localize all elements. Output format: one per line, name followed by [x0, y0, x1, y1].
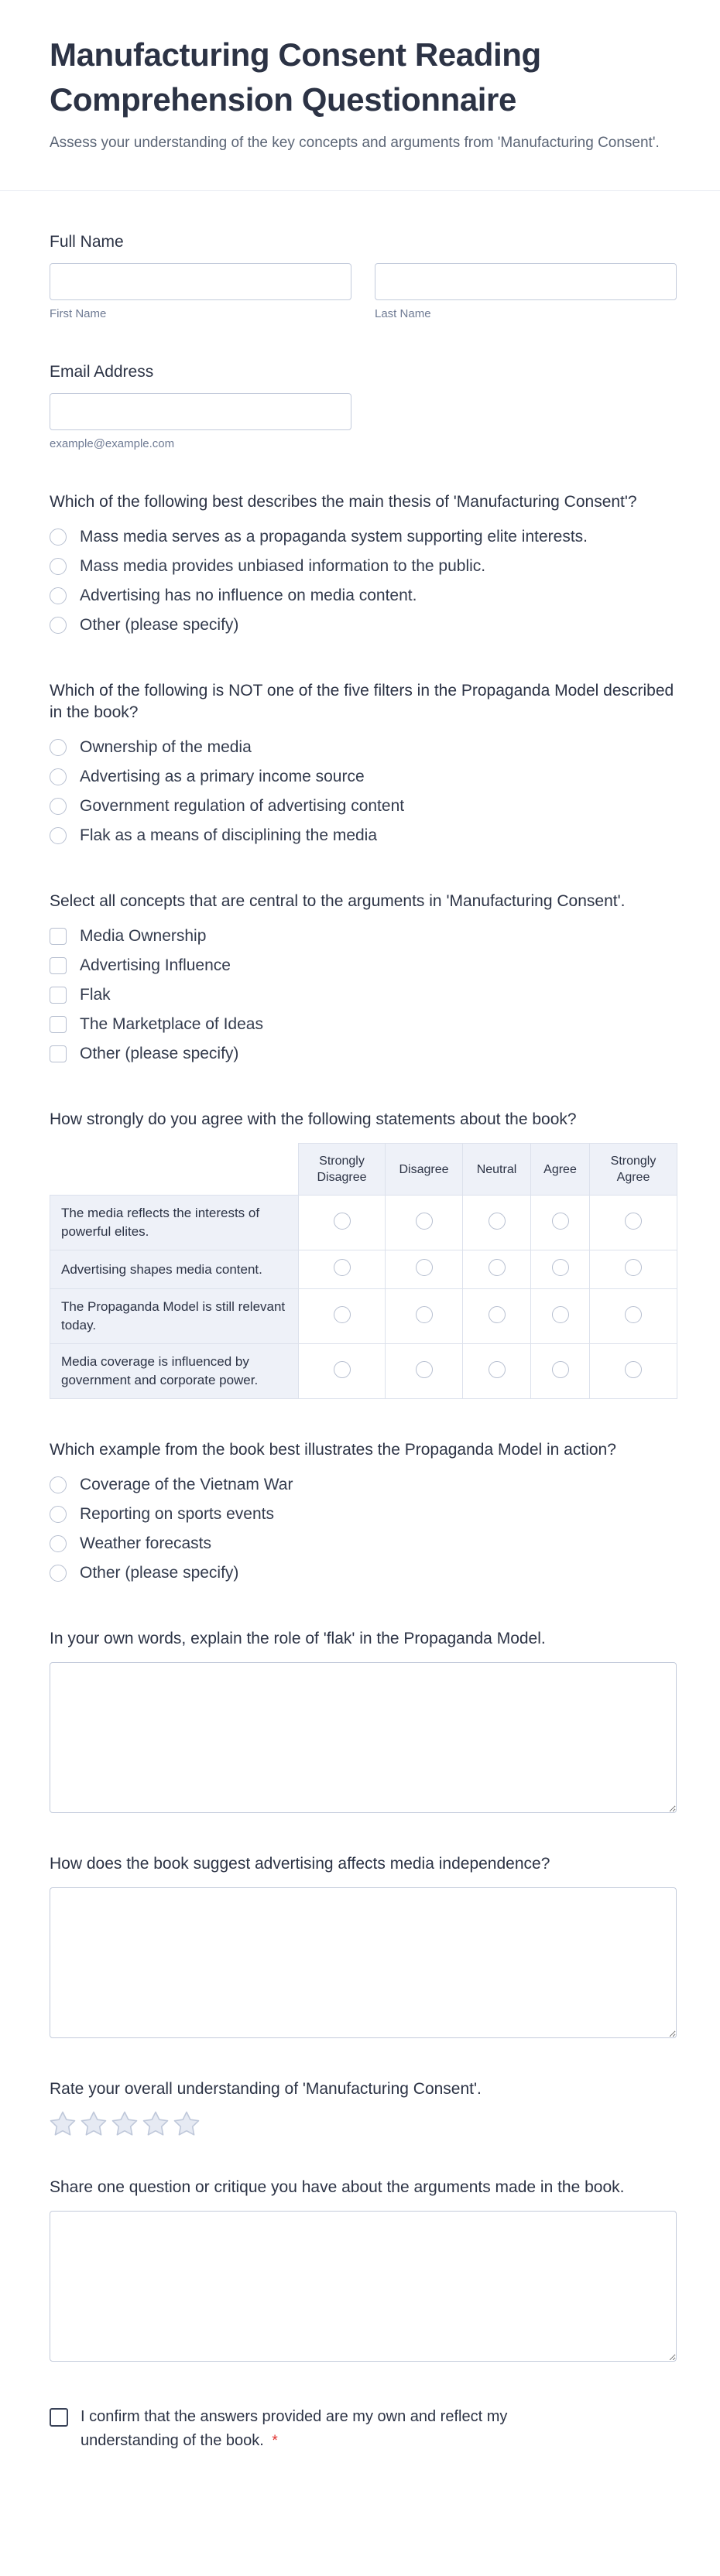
option-label: Coverage of the Vietnam War — [80, 1476, 293, 1493]
option-label: Mass media provides unbiased information to the public. — [80, 557, 486, 575]
field-critique — [50, 2177, 677, 2362]
matrix-row-label: The media reflects the interests of powerful elites. — [50, 1196, 299, 1250]
matrix-row — [50, 1289, 677, 1344]
first-name-input[interactable] — [50, 263, 351, 300]
checkbox-option[interactable] — [50, 922, 677, 951]
radio-button-icon[interactable] — [50, 558, 67, 575]
critique-question-label: Share one question or critique you have about the arguments made in the book. — [50, 2178, 625, 2196]
radio-button-icon[interactable] — [50, 768, 67, 785]
radio-button-icon[interactable] — [50, 617, 67, 634]
option-label: Mass media serves as a propaganda system supporting elite interests. — [80, 528, 588, 546]
checkbox-option[interactable] — [50, 1039, 677, 1069]
last-name-col — [375, 263, 677, 321]
matrix-radio-icon[interactable] — [489, 1306, 506, 1323]
checkbox-icon[interactable] — [50, 1045, 67, 1062]
email-sublabel: example@example.com — [50, 437, 175, 450]
matrix-row-label: Media coverage is influenced by government and corporate power. — [50, 1344, 299, 1399]
matrix-radio-icon[interactable] — [334, 1213, 351, 1230]
option-label: Other (please specify) — [80, 1045, 239, 1062]
radio-button-icon[interactable] — [50, 1535, 67, 1552]
matrix-radio-icon[interactable] — [625, 1306, 642, 1323]
matrix-cell — [531, 1289, 590, 1344]
option-label: Other (please specify) — [80, 1564, 239, 1582]
matrix-radio-icon[interactable] — [625, 1213, 642, 1230]
matrix-column-header: Strongly Disagree — [299, 1144, 386, 1196]
first-name-sublabel: First Name — [50, 307, 107, 320]
checkbox-icon[interactable] — [50, 957, 67, 974]
matrix-radio-icon[interactable] — [625, 1361, 642, 1378]
matrix-radio-icon[interactable] — [552, 1213, 569, 1230]
radio-option[interactable] — [50, 733, 677, 762]
confirm-checkbox[interactable] — [50, 2408, 68, 2427]
option-label: Other (please specify) — [80, 616, 239, 634]
checkbox-option[interactable] — [50, 951, 677, 980]
form-subtitle: Assess your understanding of the key concepts and arguments from 'Manufacturing Consent'. — [50, 135, 660, 151]
matrix-row — [50, 1196, 677, 1250]
matrix-cell — [531, 1196, 590, 1250]
radio-button-icon[interactable] — [50, 798, 67, 815]
not-filter-options — [50, 733, 677, 850]
matrix-cell — [590, 1289, 677, 1344]
thesis-question-label: Which of the following best describes the main thesis of 'Manufacturing Consent'? — [50, 493, 637, 511]
radio-option[interactable] — [50, 821, 677, 850]
field-email — [50, 361, 677, 451]
last-name-input[interactable] — [375, 263, 677, 300]
matrix-cell — [590, 1344, 677, 1399]
matrix-cell — [386, 1344, 463, 1399]
matrix-radio-icon[interactable] — [416, 1306, 433, 1323]
field-flak — [50, 1628, 677, 1813]
field-advertising — [50, 1853, 677, 2038]
radio-option[interactable] — [50, 552, 677, 581]
option-label: Ownership of the media — [80, 738, 252, 756]
full-name-label: Full Name — [50, 233, 124, 251]
not-filter-question-label: Which of the following is NOT one of the five filters in the Propaganda Model described in the book? — [50, 682, 674, 721]
matrix-radio-icon[interactable] — [334, 1361, 351, 1378]
radio-button-icon[interactable] — [50, 1565, 67, 1582]
checkbox-icon[interactable] — [50, 1016, 67, 1033]
star-icon[interactable] — [50, 2111, 76, 2136]
matrix-radio-icon[interactable] — [334, 1306, 351, 1323]
matrix-cell — [531, 1344, 590, 1399]
matrix-cell — [463, 1250, 531, 1289]
radio-button-icon[interactable] — [50, 827, 67, 844]
first-name-col — [50, 263, 351, 321]
field-thesis — [50, 491, 677, 640]
radio-option[interactable] — [50, 1558, 677, 1588]
option-label: Advertising as a primary income source — [80, 768, 365, 785]
field-rating — [50, 2078, 677, 2136]
matrix-radio-icon[interactable] — [552, 1361, 569, 1378]
matrix-radio-icon[interactable] — [416, 1259, 433, 1276]
option-label: Government regulation of advertising content — [80, 797, 405, 815]
matrix-cell — [299, 1344, 386, 1399]
matrix-cell — [299, 1289, 386, 1344]
matrix-cell — [590, 1196, 677, 1250]
radio-option[interactable] — [50, 762, 677, 792]
field-example — [50, 1439, 677, 1588]
checkbox-icon[interactable] — [50, 928, 67, 945]
option-label: Flak — [80, 986, 111, 1004]
matrix-cell — [386, 1250, 463, 1289]
example-question-label: Which example from the book best illustrates the Propaganda Model in action? — [50, 1441, 616, 1459]
checkbox-option[interactable] — [50, 980, 677, 1010]
critique-textarea[interactable] — [50, 2211, 677, 2362]
matrix-cell — [386, 1196, 463, 1250]
radio-button-icon[interactable] — [50, 1506, 67, 1523]
matrix-cell — [531, 1250, 590, 1289]
concepts-question-label: Select all concepts that are central to the arguments in 'Manufacturing Consent'. — [50, 892, 626, 910]
radio-option[interactable] — [50, 611, 677, 640]
name-row — [50, 263, 677, 321]
example-options — [50, 1470, 677, 1588]
confirm-label: I confirm that the answers provided are my own and reflect my understanding of the book. — [81, 2408, 508, 2449]
matrix-cell — [463, 1289, 531, 1344]
field-full-name — [50, 231, 677, 321]
field-concepts — [50, 891, 677, 1069]
option-label: Advertising Influence — [80, 956, 231, 974]
matrix-column-header: Neutral — [463, 1144, 531, 1196]
form-title: Manufacturing Consent Reading Comprehension Questionnaire — [50, 36, 541, 118]
matrix-radio-icon[interactable] — [552, 1306, 569, 1323]
matrix-column-header: Disagree — [386, 1144, 463, 1196]
matrix-radio-icon[interactable] — [334, 1259, 351, 1276]
matrix-radio-icon[interactable] — [489, 1259, 506, 1276]
matrix-cell — [299, 1196, 386, 1250]
flak-question-label: In your own words, explain the role of 'flak' in the Propaganda Model. — [50, 1630, 546, 1647]
thesis-options — [50, 522, 677, 640]
flak-textarea[interactable] — [50, 1662, 677, 1813]
option-label: Media Ownership — [80, 927, 207, 945]
radio-option[interactable] — [50, 1500, 677, 1529]
radio-option[interactable] — [50, 581, 677, 611]
matrix-cell — [463, 1196, 531, 1250]
option-label: Flak as a means of disciplining the media — [80, 826, 378, 844]
matrix-radio-icon[interactable] — [489, 1213, 506, 1230]
checkbox-option[interactable] — [50, 1010, 677, 1039]
field-agreement-matrix — [50, 1109, 677, 1399]
radio-option[interactable] — [50, 792, 677, 821]
option-label: Weather forecasts — [80, 1534, 212, 1552]
matrix-radio-icon[interactable] — [489, 1361, 506, 1378]
radio-button-icon[interactable] — [50, 587, 67, 604]
option-label: Advertising has no influence on media content. — [80, 587, 417, 604]
advertising-question-label: How does the book suggest advertising affects media independence? — [50, 1855, 550, 1873]
matrix-question-label: How strongly do you agree with the following statements about the book? — [50, 1110, 577, 1128]
confirm-field[interactable] — [50, 2405, 576, 2453]
matrix-radio-icon[interactable] — [416, 1213, 433, 1230]
matrix-row — [50, 1344, 677, 1399]
radio-button-icon[interactable] — [50, 529, 67, 546]
email-input[interactable] — [50, 393, 351, 430]
header-divider — [0, 190, 720, 191]
required-asterisk: * — [272, 2433, 278, 2449]
matrix-radio-icon[interactable] — [552, 1259, 569, 1276]
concepts-options — [50, 922, 677, 1069]
radio-option[interactable] — [50, 522, 677, 552]
matrix-corner-cell — [50, 1144, 299, 1196]
matrix-radio-icon[interactable] — [625, 1259, 642, 1276]
radio-option[interactable] — [50, 1529, 677, 1558]
radio-option[interactable] — [50, 1470, 677, 1500]
rating-question-label: Rate your overall understanding of 'Manufacturing Consent'. — [50, 2080, 482, 2098]
matrix-radio-icon[interactable] — [416, 1361, 433, 1378]
matrix-cell — [299, 1250, 386, 1289]
matrix-table — [50, 1143, 677, 1399]
radio-button-icon[interactable] — [50, 1476, 67, 1493]
star-icon[interactable] — [81, 2111, 107, 2136]
matrix-row-label: The Propaganda Model is still relevant today. — [50, 1289, 299, 1344]
last-name-sublabel: Last Name — [375, 307, 431, 320]
matrix-header-row — [50, 1144, 677, 1196]
email-label: Email Address — [50, 363, 154, 381]
matrix-column-header: Agree — [531, 1144, 590, 1196]
matrix-row — [50, 1250, 677, 1289]
star-icon[interactable] — [111, 2111, 138, 2136]
matrix-row-label: Advertising shapes media content. — [50, 1250, 299, 1289]
option-label: Reporting on sports events — [80, 1505, 274, 1523]
matrix-cell — [463, 1344, 531, 1399]
option-label: The Marketplace of Ideas — [80, 1015, 263, 1033]
matrix-column-header: Strongly Agree — [590, 1144, 677, 1196]
checkbox-icon[interactable] — [50, 987, 67, 1004]
field-not-filter — [50, 680, 677, 850]
star-icon[interactable] — [173, 2111, 200, 2136]
matrix-cell — [386, 1289, 463, 1344]
radio-button-icon[interactable] — [50, 739, 67, 756]
matrix-cell — [590, 1250, 677, 1289]
advertising-textarea[interactable] — [50, 1887, 677, 2038]
star-rating — [50, 2111, 677, 2136]
star-icon[interactable] — [142, 2111, 169, 2136]
